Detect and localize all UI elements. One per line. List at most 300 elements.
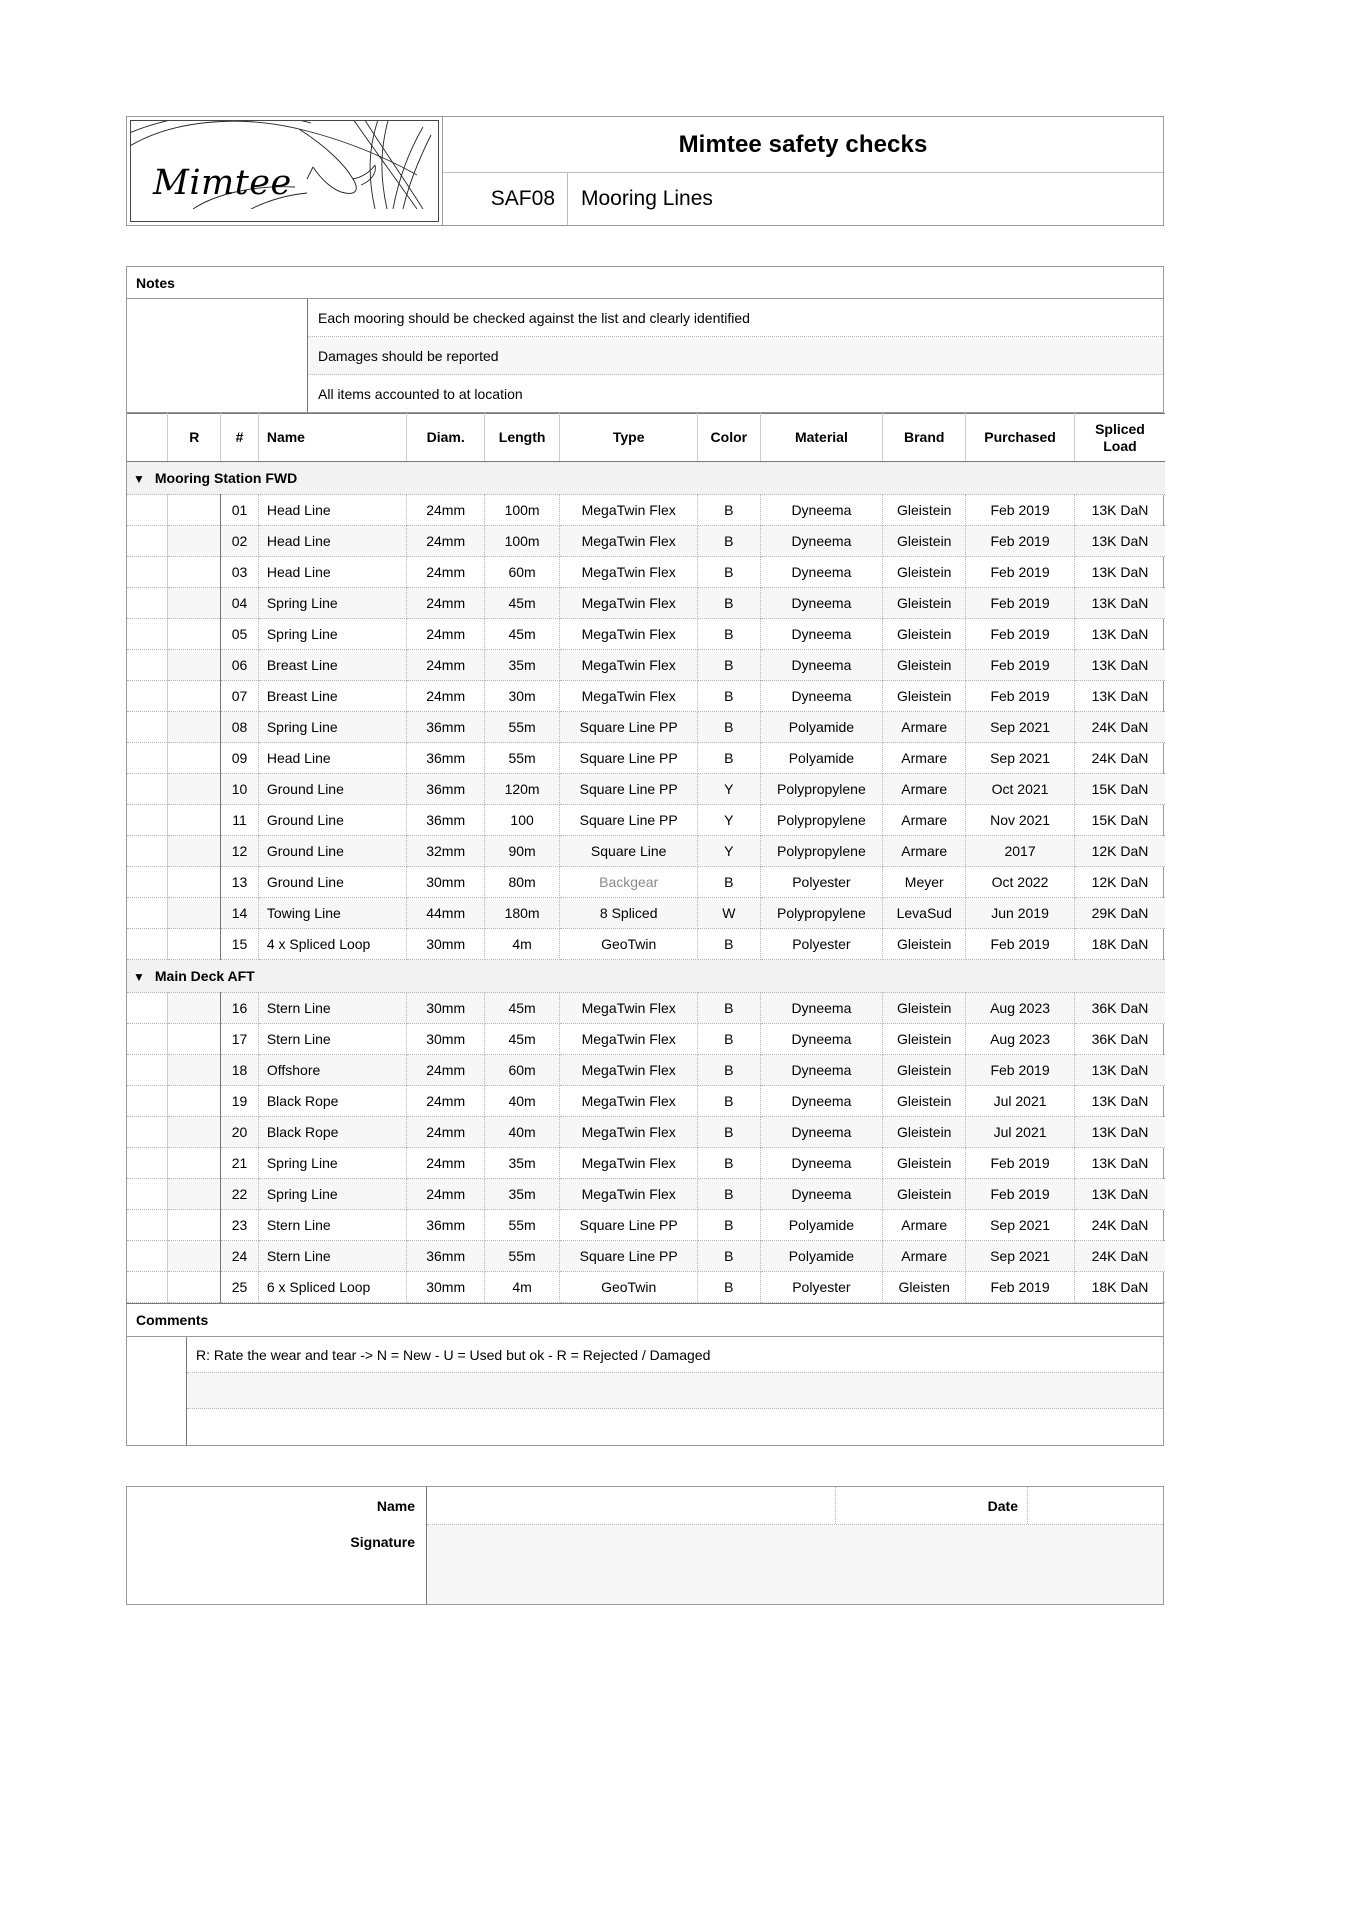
- purchased-cell: 2017: [966, 836, 1075, 867]
- row-gutter-cell: [127, 650, 168, 681]
- rating-cell[interactable]: [168, 1210, 221, 1241]
- length-cell: 35m: [484, 1148, 559, 1179]
- type-cell: MegaTwin Flex: [560, 526, 698, 557]
- row-gutter-cell: [127, 1179, 168, 1210]
- rating-cell[interactable]: [168, 619, 221, 650]
- table-row[interactable]: [127, 1148, 1165, 1179]
- table-body: [127, 462, 1165, 1303]
- document-identity: [443, 173, 1163, 225]
- brand-cell: Gleistein: [883, 1117, 966, 1148]
- spliced-load-cell: 24K DaN: [1074, 743, 1165, 774]
- rating-cell[interactable]: [168, 1024, 221, 1055]
- note-line: Damages should be reported: [308, 337, 1163, 375]
- notes-gutter: [127, 299, 308, 413]
- type-cell: MegaTwin Flex: [560, 1086, 698, 1117]
- chevron-down-icon[interactable]: ▼: [133, 472, 145, 486]
- table-row[interactable]: [127, 805, 1165, 836]
- comments-title: Comments: [127, 1304, 1163, 1337]
- table-row[interactable]: [127, 1117, 1165, 1148]
- signoff-date-field[interactable]: [1028, 1487, 1163, 1524]
- signoff-name-label: Name: [376, 1498, 415, 1514]
- spliced-load-cell: 18K DaN: [1074, 1272, 1165, 1303]
- type-cell: MegaTwin Flex: [560, 993, 698, 1024]
- row-number-cell: 04: [221, 588, 259, 619]
- signoff-signature-label: Signature: [350, 1534, 415, 1550]
- col-header-spliced-load: [1074, 414, 1165, 462]
- table-row[interactable]: [127, 836, 1165, 867]
- col-header-name: Name: [258, 414, 407, 462]
- rating-cell[interactable]: [168, 1117, 221, 1148]
- rating-cell[interactable]: [168, 681, 221, 712]
- comment-line[interactable]: [187, 1373, 1163, 1409]
- purchased-cell: Oct 2021: [966, 774, 1075, 805]
- line-name-cell: Ground Line: [258, 867, 407, 898]
- row-gutter-cell: [127, 526, 168, 557]
- document-code: SAF08: [443, 173, 568, 225]
- length-cell: 30m: [484, 681, 559, 712]
- rating-cell[interactable]: [168, 898, 221, 929]
- material-cell: Dyneema: [760, 650, 883, 681]
- material-cell: Dyneema: [760, 526, 883, 557]
- row-gutter-cell: [127, 1086, 168, 1117]
- purchased-cell: Jun 2019: [966, 898, 1075, 929]
- table-header: [127, 414, 1165, 462]
- diameter-cell: 44mm: [407, 898, 485, 929]
- purchased-cell: Feb 2019: [966, 495, 1075, 526]
- rating-cell[interactable]: [168, 805, 221, 836]
- table-row[interactable]: [127, 712, 1165, 743]
- type-cell: Square Line PP: [560, 1241, 698, 1272]
- spliced-load-cell: 13K DaN: [1074, 588, 1165, 619]
- group-label: Main Deck AFT: [154, 968, 255, 984]
- rating-cell[interactable]: [168, 836, 221, 867]
- brand-cell: LevaSud: [883, 898, 966, 929]
- type-cell: GeoTwin: [560, 929, 698, 960]
- purchased-cell: Sep 2021: [966, 743, 1075, 774]
- color-cell: B: [698, 681, 760, 712]
- row-gutter-cell: [127, 712, 168, 743]
- comment-line[interactable]: R: Rate the wear and tear -> N = New - U = Used but ok - R = Rejected / Damaged: [187, 1337, 1163, 1373]
- material-cell: Dyneema: [760, 495, 883, 526]
- row-number-cell: 05: [221, 619, 259, 650]
- type-cell: MegaTwin Flex: [560, 1179, 698, 1210]
- table-row[interactable]: [127, 1272, 1165, 1303]
- group-label: Mooring Station FWD: [154, 470, 298, 486]
- purchased-cell: Feb 2019: [966, 619, 1075, 650]
- page-title: Mimtee safety checks: [443, 117, 1163, 173]
- type-cell: MegaTwin Flex: [560, 495, 698, 526]
- row-number-cell: 12: [221, 836, 259, 867]
- line-name-cell: Spring Line: [258, 712, 407, 743]
- row-gutter-cell: [127, 1272, 168, 1303]
- table-row[interactable]: [127, 495, 1165, 526]
- brand-cell: Gleistein: [883, 495, 966, 526]
- diameter-cell: 30mm: [407, 1024, 485, 1055]
- spliced-load-cell: 24K DaN: [1074, 1210, 1165, 1241]
- row-gutter-cell: [127, 993, 168, 1024]
- line-name-cell: 6 x Spliced Loop: [258, 1272, 407, 1303]
- brand-cell: Gleistein: [883, 1055, 966, 1086]
- material-cell: Polyamide: [760, 1241, 883, 1272]
- brand-cell: Gleistein: [883, 993, 966, 1024]
- length-cell: 100: [484, 805, 559, 836]
- rating-cell[interactable]: [168, 650, 221, 681]
- comment-line[interactable]: [187, 1409, 1163, 1445]
- rating-cell[interactable]: [168, 1148, 221, 1179]
- table-row[interactable]: [127, 774, 1165, 805]
- rating-cell[interactable]: [168, 1055, 221, 1086]
- brand-cell: Gleistein: [883, 929, 966, 960]
- notes-lines: [308, 299, 1163, 413]
- material-cell: Dyneema: [760, 619, 883, 650]
- table-row[interactable]: [127, 993, 1165, 1024]
- purchased-cell: Aug 2023: [966, 1024, 1075, 1055]
- rating-cell[interactable]: [168, 774, 221, 805]
- spliced-load-cell: 12K DaN: [1074, 867, 1165, 898]
- color-cell: B: [698, 712, 760, 743]
- row-gutter-cell: [127, 929, 168, 960]
- type-cell: Square Line: [560, 836, 698, 867]
- color-cell: B: [698, 1117, 760, 1148]
- material-cell: Dyneema: [760, 557, 883, 588]
- length-cell: 35m: [484, 1179, 559, 1210]
- length-cell: 55m: [484, 1210, 559, 1241]
- row-gutter-cell: [127, 898, 168, 929]
- brand-cell: Gleistein: [883, 588, 966, 619]
- group-header-cell[interactable]: [127, 960, 1165, 993]
- signoff-top-row: [427, 1487, 1163, 1525]
- brand-cell: Meyer: [883, 867, 966, 898]
- diameter-cell: 24mm: [407, 1179, 485, 1210]
- type-cell: MegaTwin Flex: [560, 1024, 698, 1055]
- spliced-load-cell: 13K DaN: [1074, 526, 1165, 557]
- purchased-cell: Feb 2019: [966, 929, 1075, 960]
- type-cell: Square Line PP: [560, 743, 698, 774]
- color-cell: B: [698, 1086, 760, 1117]
- length-cell: 45m: [484, 993, 559, 1024]
- material-cell: Dyneema: [760, 1055, 883, 1086]
- brand-cell: Armare: [883, 774, 966, 805]
- rating-cell[interactable]: [168, 1241, 221, 1272]
- row-number-cell: 17: [221, 1024, 259, 1055]
- col-header-color: Color: [698, 414, 760, 462]
- diameter-cell: 24mm: [407, 1148, 485, 1179]
- row-number-cell: 24: [221, 1241, 259, 1272]
- spliced-load-cell: 36K DaN: [1074, 1024, 1165, 1055]
- notes-title: Notes: [127, 267, 1163, 299]
- purchased-cell: Feb 2019: [966, 1179, 1075, 1210]
- col-header-number: #: [221, 414, 259, 462]
- purchased-cell: Aug 2023: [966, 993, 1075, 1024]
- spliced-load-cell: 13K DaN: [1074, 495, 1165, 526]
- type-cell: MegaTwin Flex: [560, 588, 698, 619]
- brand-cell: Gleistein: [883, 1024, 966, 1055]
- length-cell: 80m: [484, 867, 559, 898]
- table-row[interactable]: [127, 1055, 1165, 1086]
- row-number-cell: 03: [221, 557, 259, 588]
- material-cell: Dyneema: [760, 1086, 883, 1117]
- purchased-cell: Feb 2019: [966, 1148, 1075, 1179]
- table-row[interactable]: [127, 588, 1165, 619]
- line-name-cell: Towing Line: [258, 898, 407, 929]
- notes-rows: [127, 299, 1163, 413]
- title-column: [443, 117, 1163, 225]
- signoff-signature-field[interactable]: [427, 1525, 1163, 1604]
- length-cell: 45m: [484, 1024, 559, 1055]
- rating-cell[interactable]: [168, 1272, 221, 1303]
- rating-cell[interactable]: [168, 588, 221, 619]
- type-cell: MegaTwin Flex: [560, 619, 698, 650]
- table-row[interactable]: [127, 619, 1165, 650]
- brand-cell: Gleistein: [883, 619, 966, 650]
- rating-cell[interactable]: [168, 743, 221, 774]
- type-cell: Square Line PP: [560, 805, 698, 836]
- spliced-load-cell: 13K DaN: [1074, 1055, 1165, 1086]
- brand-cell: Armare: [883, 1241, 966, 1272]
- brand-cell: Gleistein: [883, 1086, 966, 1117]
- group-header-row[interactable]: [127, 960, 1165, 993]
- diameter-cell: 24mm: [407, 495, 485, 526]
- row-gutter-cell: [127, 681, 168, 712]
- spliced-load-line1: Spliced: [1095, 420, 1145, 437]
- brand-cell: Gleistein: [883, 1179, 966, 1210]
- col-header-material: Material: [760, 414, 883, 462]
- signoff-name-field[interactable]: [427, 1487, 836, 1524]
- col-header-brand: Brand: [883, 414, 966, 462]
- document-name: Mooring Lines: [581, 187, 713, 210]
- rating-cell[interactable]: [168, 993, 221, 1024]
- diameter-cell: 24mm: [407, 557, 485, 588]
- spliced-load-cell: 36K DaN: [1074, 993, 1165, 1024]
- table-row[interactable]: [127, 1241, 1165, 1272]
- color-cell: B: [698, 526, 760, 557]
- spliced-load-line2: Load: [1103, 437, 1137, 454]
- rating-cell[interactable]: [168, 557, 221, 588]
- material-cell: Dyneema: [760, 1117, 883, 1148]
- spliced-load-cell: 15K DaN: [1074, 774, 1165, 805]
- col-header-length: Length: [484, 414, 559, 462]
- purchased-cell: Feb 2019: [966, 1272, 1075, 1303]
- color-cell: Y: [698, 774, 760, 805]
- material-cell: Dyneema: [760, 1179, 883, 1210]
- line-name-cell: Stern Line: [258, 1241, 407, 1272]
- diameter-cell: 24mm: [407, 681, 485, 712]
- brand-cell: Armare: [883, 712, 966, 743]
- brand-cell: Armare: [883, 1210, 966, 1241]
- table-header-row: [127, 414, 1165, 462]
- diameter-cell: 24mm: [407, 526, 485, 557]
- brand-cell: Armare: [883, 743, 966, 774]
- spliced-load-cell: 24K DaN: [1074, 1241, 1165, 1272]
- table-row[interactable]: [127, 867, 1165, 898]
- line-name-cell: Spring Line: [258, 588, 407, 619]
- color-cell: B: [698, 1272, 760, 1303]
- material-cell: Polypropylene: [760, 898, 883, 929]
- length-cell: 90m: [484, 836, 559, 867]
- type-cell: MegaTwin Flex: [560, 1055, 698, 1086]
- type-cell: Square Line PP: [560, 774, 698, 805]
- line-name-cell: Ground Line: [258, 774, 407, 805]
- col-header-type: Type: [560, 414, 698, 462]
- brand-cell: Armare: [883, 805, 966, 836]
- row-gutter-cell: [127, 1148, 168, 1179]
- type-cell: GeoTwin: [560, 1272, 698, 1303]
- row-number-cell: 16: [221, 993, 259, 1024]
- length-cell: 45m: [484, 619, 559, 650]
- material-cell: Polyester: [760, 929, 883, 960]
- col-header-diameter: Diam.: [407, 414, 485, 462]
- signoff-section: [126, 1486, 1164, 1605]
- spliced-load-cell: 13K DaN: [1074, 1086, 1165, 1117]
- purchased-cell: Nov 2021: [966, 805, 1075, 836]
- diameter-cell: 36mm: [407, 1210, 485, 1241]
- row-number-cell: 09: [221, 743, 259, 774]
- logo-cell: [127, 117, 443, 225]
- table-row[interactable]: [127, 1179, 1165, 1210]
- spliced-load-cell: 13K DaN: [1074, 619, 1165, 650]
- length-cell: 55m: [484, 1241, 559, 1272]
- row-number-cell: 18: [221, 1055, 259, 1086]
- line-name-cell: Stern Line: [258, 1210, 407, 1241]
- line-name-cell: Head Line: [258, 495, 407, 526]
- mooring-lines-table-wrapper: [126, 413, 1164, 1303]
- length-cell: 55m: [484, 743, 559, 774]
- row-number-cell: 23: [221, 1210, 259, 1241]
- material-cell: Polyamide: [760, 712, 883, 743]
- line-name-cell: Head Line: [258, 557, 407, 588]
- purchased-cell: Jul 2021: [966, 1117, 1075, 1148]
- color-cell: B: [698, 619, 760, 650]
- diameter-cell: 36mm: [407, 805, 485, 836]
- rating-cell[interactable]: [168, 1179, 221, 1210]
- diameter-cell: 36mm: [407, 774, 485, 805]
- row-gutter-cell: [127, 743, 168, 774]
- length-cell: 180m: [484, 898, 559, 929]
- row-number-cell: 14: [221, 898, 259, 929]
- length-cell: 100m: [484, 526, 559, 557]
- purchased-cell: Jul 2021: [966, 1086, 1075, 1117]
- table-row[interactable]: [127, 1210, 1165, 1241]
- diameter-cell: 30mm: [407, 993, 485, 1024]
- row-number-cell: 19: [221, 1086, 259, 1117]
- rating-cell[interactable]: [168, 526, 221, 557]
- color-cell: B: [698, 1179, 760, 1210]
- color-cell: Y: [698, 805, 760, 836]
- row-gutter-cell: [127, 836, 168, 867]
- row-number-cell: 15: [221, 929, 259, 960]
- row-gutter-cell: [127, 557, 168, 588]
- col-header-rating: R: [168, 414, 221, 462]
- comments-section: [126, 1303, 1164, 1446]
- line-name-cell: Black Rope: [258, 1117, 407, 1148]
- color-cell: Y: [698, 836, 760, 867]
- table-row[interactable]: [127, 681, 1165, 712]
- type-cell: Square Line PP: [560, 712, 698, 743]
- material-cell: Polypropylene: [760, 805, 883, 836]
- material-cell: Dyneema: [760, 681, 883, 712]
- length-cell: 40m: [484, 1086, 559, 1117]
- col-header-gutter: [127, 414, 168, 462]
- table-row[interactable]: [127, 898, 1165, 929]
- length-cell: 55m: [484, 712, 559, 743]
- purchased-cell: Oct 2022: [966, 867, 1075, 898]
- diameter-cell: 30mm: [407, 929, 485, 960]
- row-gutter-cell: [127, 495, 168, 526]
- diameter-cell: 24mm: [407, 650, 485, 681]
- table-row[interactable]: [127, 650, 1165, 681]
- row-number-cell: 21: [221, 1148, 259, 1179]
- table-row[interactable]: [127, 526, 1165, 557]
- color-cell: B: [698, 867, 760, 898]
- group-header-row[interactable]: [127, 462, 1165, 495]
- brand-cell: Gleistein: [883, 681, 966, 712]
- color-cell: B: [698, 1241, 760, 1272]
- row-number-cell: 20: [221, 1117, 259, 1148]
- row-gutter-cell: [127, 805, 168, 836]
- type-cell: MegaTwin Flex: [560, 681, 698, 712]
- spliced-load-cell: 13K DaN: [1074, 681, 1165, 712]
- rating-cell[interactable]: [168, 495, 221, 526]
- purchased-cell: Feb 2019: [966, 526, 1075, 557]
- chevron-down-icon[interactable]: ▼: [133, 970, 145, 984]
- diameter-cell: 30mm: [407, 867, 485, 898]
- rating-cell[interactable]: [168, 712, 221, 743]
- diameter-cell: 30mm: [407, 1272, 485, 1303]
- group-header-cell[interactable]: [127, 462, 1165, 495]
- length-cell: 45m: [484, 588, 559, 619]
- line-name-cell: Ground Line: [258, 805, 407, 836]
- material-cell: Dyneema: [760, 588, 883, 619]
- color-cell: B: [698, 1024, 760, 1055]
- rating-cell[interactable]: [168, 929, 221, 960]
- color-cell: B: [698, 993, 760, 1024]
- table-row[interactable]: [127, 1086, 1165, 1117]
- type-cell: Square Line PP: [560, 1210, 698, 1241]
- line-name-cell: Spring Line: [258, 1179, 407, 1210]
- diameter-cell: 24mm: [407, 588, 485, 619]
- table-row[interactable]: [127, 557, 1165, 588]
- diameter-cell: 24mm: [407, 619, 485, 650]
- length-cell: 60m: [484, 557, 559, 588]
- material-cell: Dyneema: [760, 1148, 883, 1179]
- color-cell: B: [698, 743, 760, 774]
- rating-cell[interactable]: [168, 867, 221, 898]
- material-cell: Polyamide: [760, 1210, 883, 1241]
- type-cell: MegaTwin Flex: [560, 650, 698, 681]
- document-header: [126, 116, 1164, 226]
- color-cell: B: [698, 588, 760, 619]
- color-cell: B: [698, 1210, 760, 1241]
- rating-cell[interactable]: [168, 1086, 221, 1117]
- spliced-load-cell: 13K DaN: [1074, 1148, 1165, 1179]
- signoff-labels: [127, 1487, 427, 1604]
- line-name-cell: 4 x Spliced Loop: [258, 929, 407, 960]
- spliced-load-cell: 24K DaN: [1074, 712, 1165, 743]
- type-cell: MegaTwin Flex: [560, 557, 698, 588]
- table-row[interactable]: [127, 1024, 1165, 1055]
- spliced-load-cell: 13K DaN: [1074, 1117, 1165, 1148]
- line-name-cell: Spring Line: [258, 1148, 407, 1179]
- material-cell: Polyester: [760, 1272, 883, 1303]
- table-row[interactable]: [127, 743, 1165, 774]
- table-row[interactable]: [127, 929, 1165, 960]
- line-name-cell: Black Rope: [258, 1086, 407, 1117]
- material-cell: Polyamide: [760, 743, 883, 774]
- line-name-cell: Breast Line: [258, 650, 407, 681]
- brand-cell: Gleistein: [883, 526, 966, 557]
- diameter-cell: 36mm: [407, 743, 485, 774]
- purchased-cell: Feb 2019: [966, 681, 1075, 712]
